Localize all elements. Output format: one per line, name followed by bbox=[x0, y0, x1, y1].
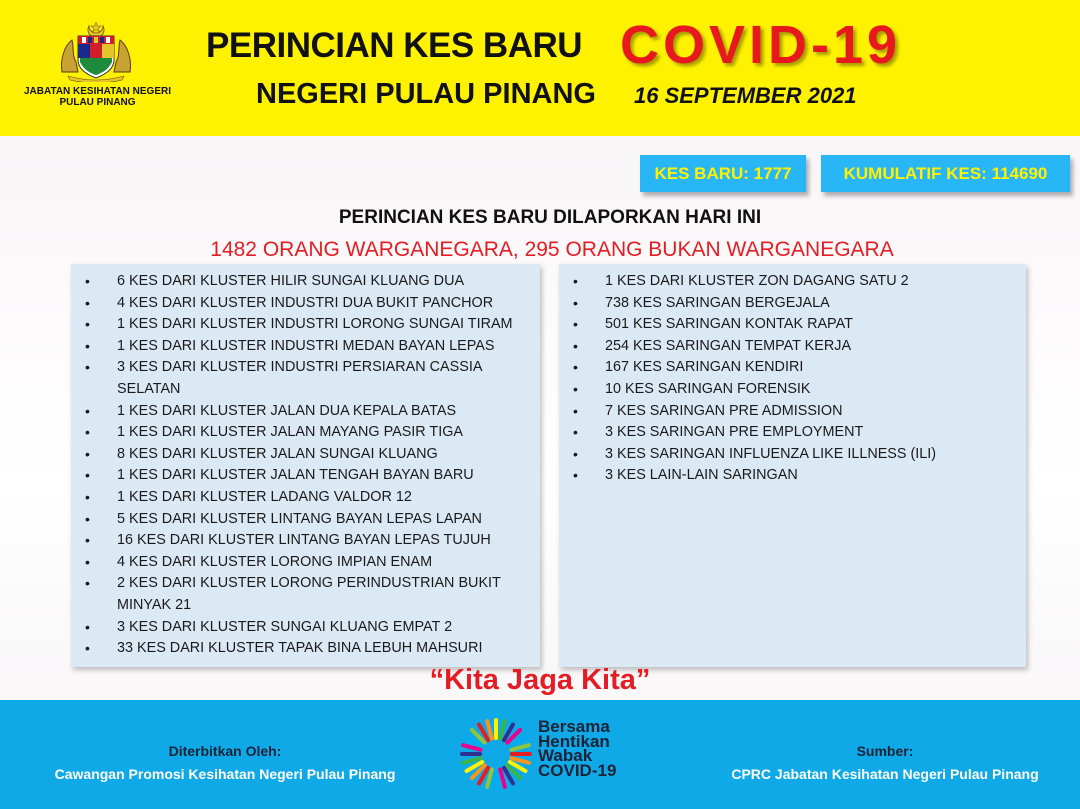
logo-ray bbox=[511, 758, 528, 763]
report-date: 16 SEPTEMBER 2021 bbox=[634, 83, 857, 108]
list-item: • 16 KES DARI KLUSTER LINTANG BAYAN LEPAS TUJUH bbox=[83, 530, 532, 552]
source-label: Sumber: bbox=[856, 743, 914, 759]
department-name bbox=[0, 86, 195, 108]
department-name-line2: PULAU PINANG bbox=[59, 97, 136, 108]
campaign-logo-text bbox=[538, 717, 617, 780]
list-item: • 1 KES DARI KLUSTER JALAN TENGAH BAYAN BARU bbox=[83, 465, 532, 487]
jata-negara-crest-icon bbox=[56, 20, 136, 82]
source-block bbox=[700, 740, 1070, 786]
list-item: • 6 KES DARI KLUSTER HILIR SUNGAI KLUANG DUA bbox=[83, 271, 532, 293]
covid-title: COVID-19 bbox=[620, 15, 902, 75]
logo-ray bbox=[487, 769, 492, 786]
logo-ray bbox=[487, 721, 492, 738]
list-item: • 5 KES DARI KLUSTER LINTANG BAYAN LEPAS LAPAN bbox=[83, 509, 532, 531]
list-item: • 33 KES DARI KLUSTER TAPAK BINA LEBUH MAHSURI bbox=[83, 638, 532, 660]
list-item: • 254 KES SARINGAN TEMPAT KERJA bbox=[571, 336, 1018, 358]
source-value: CPRC Jabatan Kesihatan Negeri Pulau Pinang bbox=[731, 766, 1039, 782]
list-item: • 3 KES SARINGAN PRE EMPLOYMENT bbox=[571, 422, 1018, 444]
section-title: PERINCIAN KES BARU DILAPORKAN HARI INI bbox=[338, 207, 762, 228]
right-case-list-panel bbox=[559, 264, 1026, 667]
logo-text-line2: Hentikan bbox=[538, 731, 610, 751]
bersama-hentikan-wabak-logo-icon bbox=[458, 716, 534, 792]
list-item: • 1 KES DARI KLUSTER JALAN DUA KEPALA BATAS bbox=[83, 401, 532, 423]
list-item: • 738 KES SARINGAN BERGEJALA bbox=[571, 293, 1018, 315]
list-item: • 10 KES SARINGAN FORENSIK bbox=[571, 379, 1018, 401]
list-item: • 167 KES SARINGAN KENDIRI bbox=[571, 357, 1018, 379]
list-item: • 501 KES SARINGAN KONTAK RAPAT bbox=[571, 314, 1018, 336]
list-item: • 1 KES DARI KLUSTER ZON DAGANG SATU 2 bbox=[571, 271, 1018, 293]
list-item: • 3 KES SARINGAN INFLUENZA LIKE ILLNESS (ILI) bbox=[571, 444, 1018, 466]
citizenship-breakdown: 1482 ORANG WARGANEGARA, 295 ORANG BUKAN WARGANEGARA bbox=[210, 238, 894, 261]
slogan: “Kita Jaga Kita” bbox=[429, 664, 651, 696]
list-item: • 3 KES LAIN-LAIN SARINGAN bbox=[571, 465, 1018, 487]
right-case-list bbox=[571, 271, 1018, 487]
logo-ray bbox=[463, 745, 480, 750]
logo-text-line4: COVID-19 bbox=[538, 760, 617, 780]
department-name-line1: JABATAN KESIHATAN NEGERI bbox=[23, 86, 172, 97]
left-case-list bbox=[83, 271, 532, 660]
logo-text-line3: Wabak bbox=[538, 746, 593, 765]
cumulative-cases-badge: KUMULATIF KES: 114690 bbox=[821, 155, 1070, 192]
footer-banner bbox=[0, 700, 1080, 809]
logo-ray bbox=[463, 758, 480, 763]
list-item: • 1 KES DARI KLUSTER INDUSTRI LORONG SUNGAI TIRAM bbox=[83, 314, 532, 336]
list-item: • 1 KES DARI KLUSTER JALAN MAYANG PASIR TIGA bbox=[83, 422, 532, 444]
list-item: • 8 KES DARI KLUSTER JALAN SUNGAI KLUANG bbox=[83, 444, 532, 466]
publisher-label: Diterbitkan Oleh: bbox=[168, 743, 282, 759]
page-subtitle: NEGERI PULAU PINANG bbox=[256, 78, 596, 110]
logo-text-line1: Bersama bbox=[538, 717, 610, 736]
page-title: PERINCIAN KES BARU bbox=[206, 26, 583, 65]
list-item: • 7 KES SARINGAN PRE ADMISSION bbox=[571, 401, 1018, 423]
list-item: • 4 KES DARI KLUSTER INDUSTRI DUA BUKIT PANCHOR bbox=[83, 293, 532, 315]
publisher-block bbox=[10, 740, 440, 786]
header-banner bbox=[0, 0, 1080, 136]
list-item: • 4 KES DARI KLUSTER LORONG IMPIAN ENAM bbox=[83, 552, 532, 574]
list-item: • 3 KES DARI KLUSTER INDUSTRI PERSIARAN CASSIA SELATAN bbox=[83, 357, 532, 400]
list-item: • 1 KES DARI KLUSTER LADANG VALDOR 12 bbox=[83, 487, 532, 509]
list-item: • 2 KES DARI KLUSTER LORONG PERINDUSTRIAN BUKIT MINYAK 21 bbox=[83, 573, 532, 616]
list-item: • 1 KES DARI KLUSTER INDUSTRI MEDAN BAYAN LEPAS bbox=[83, 336, 532, 358]
logo-ray bbox=[511, 745, 528, 750]
publisher-value: Cawangan Promosi Kesihatan Negeri Pulau Pinang bbox=[54, 766, 396, 782]
new-cases-badge: KES BARU: 1777 bbox=[640, 155, 806, 192]
left-case-list-panel bbox=[71, 264, 540, 667]
logo-ray bbox=[500, 769, 505, 786]
logo-ray bbox=[500, 721, 505, 738]
list-item: • 3 KES DARI KLUSTER SUNGAI KLUANG EMPAT 2 bbox=[83, 617, 532, 639]
